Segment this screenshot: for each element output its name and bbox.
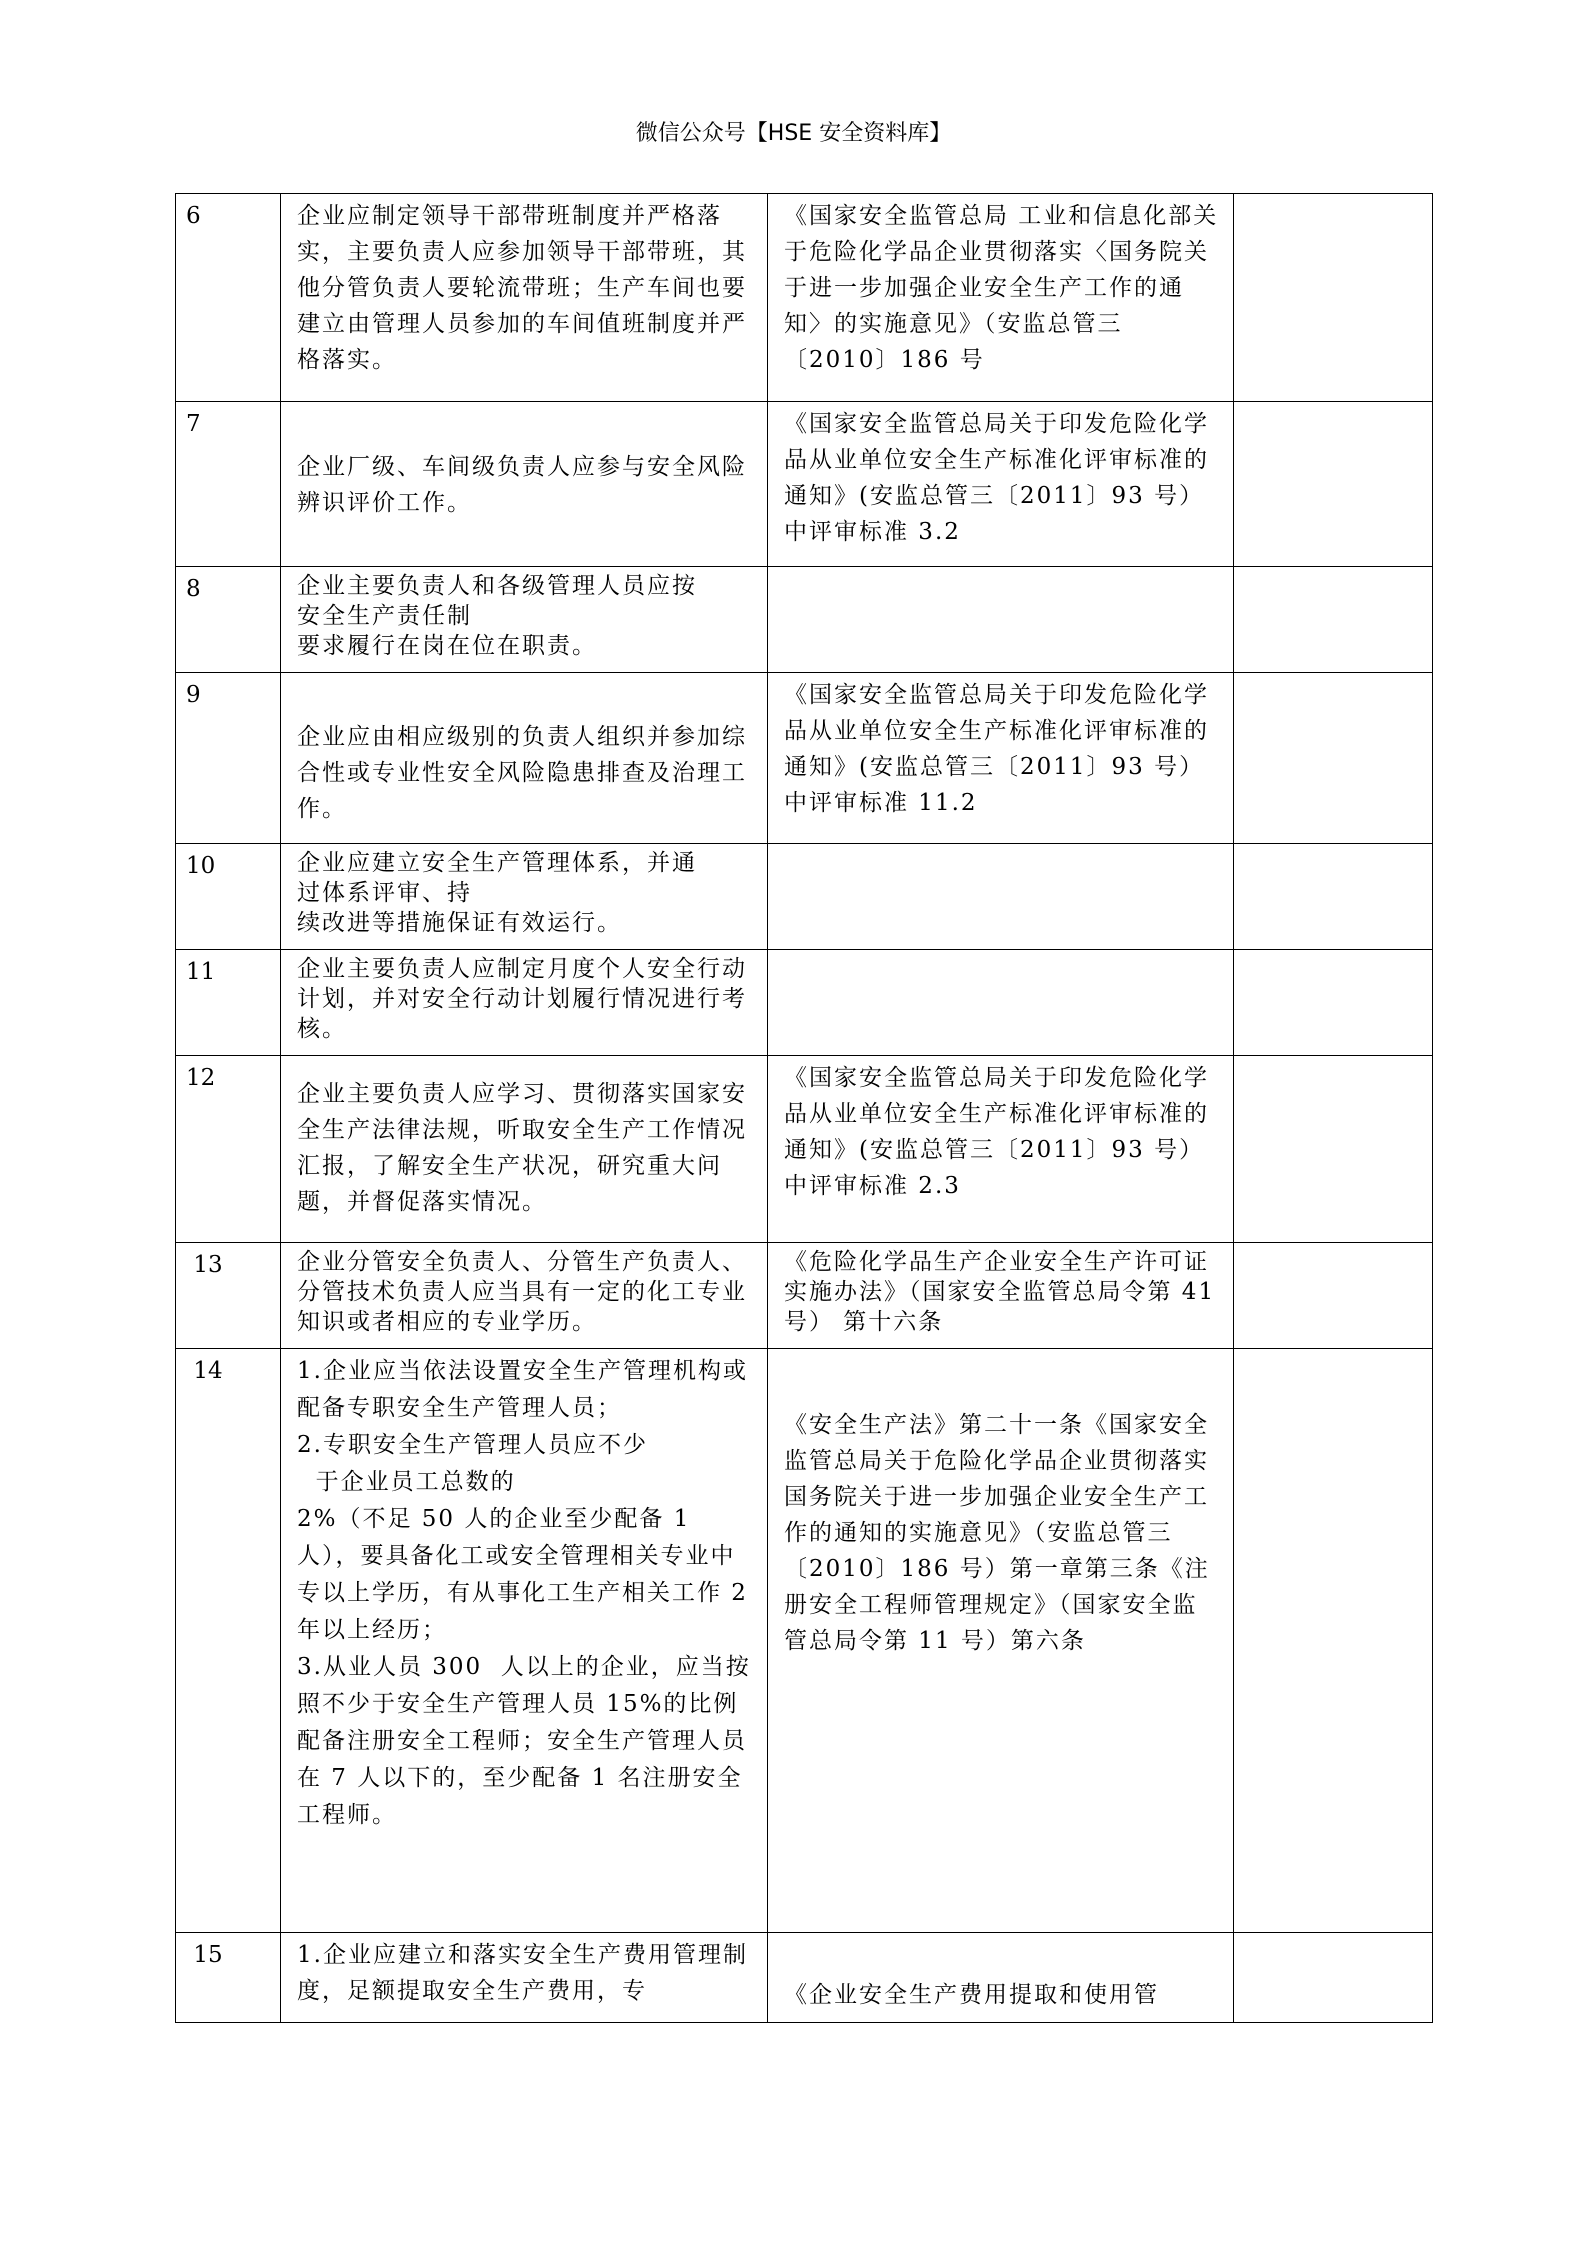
basis-cell: [768, 844, 1234, 950]
note-cell: [1234, 950, 1433, 1056]
note-cell: [1234, 567, 1433, 673]
row-number: 9: [176, 673, 281, 844]
basis-cell: 《国家安全监管总局关于印发危险化学品从业单位安全生产标准化评审标准的通知》(安监总管三〔2011〕93 号）中评审标准 2.3: [768, 1056, 1234, 1243]
requirement-line: 1.企业应当依法设置安全生产管理机构或配备专职安全生产管理人员；: [297, 1358, 748, 1421]
requirement-cell: 企业应制定领导干部带班制度并严格落实，主要负责人应参加领导干部带班，其他分管负责人要轮流带班；生产车间也要建立由管理人员参加的车间值班制度并严格落实。: [281, 194, 768, 402]
table-row: [176, 194, 1433, 402]
requirement-line: 安全生产责任制: [297, 603, 472, 629]
requirement-line: 2.专职安全生产管理人员应不少: [297, 1432, 648, 1458]
table-row: [176, 1243, 1433, 1349]
requirement-cell: 企业主要负责人应制定月度个人安全行动计划，并对安全行动计划履行情况进行考核。: [281, 950, 768, 1056]
row-number: 7: [176, 402, 281, 567]
row-number: 13: [176, 1243, 281, 1349]
note-cell: [1234, 402, 1433, 567]
requirement-line: 3.从业人员 300 人以上的企业，应当按照不少于安全生产管理人员 15%的比例配备注册安全工程师；安全生产管理人员在 7 人以下的，至少配备 1 名注册安全: [297, 1654, 751, 1791]
requirement-cell: 企业厂级、车间级负责人应参与安全风险辨识评价工作。: [281, 402, 768, 567]
basis-cell: 《国家安全监管总局关于印发危险化学品从业单位安全生产标准化评审标准的通知》(安监总管三〔2011〕93 号）中评审标准 3.2: [768, 402, 1234, 567]
requirement-line: 续改进等措施保证有效运行。: [297, 910, 622, 936]
table-row: [176, 844, 1433, 950]
row-number: 8: [176, 567, 281, 673]
requirements-table: [175, 193, 1433, 2023]
requirement-line: 于企业员工总数的: [297, 1469, 516, 1495]
requirement-cell: 企业主要负责人应学习、贯彻落实国家安全生产法律法规，听取安全生产工作情况汇报，了解安全生产状况，研究重大问题，并督促落实情况。: [281, 1056, 768, 1243]
table-row: [176, 1349, 1433, 1933]
row-number: 15: [176, 1933, 281, 2023]
table-row: [176, 673, 1433, 844]
basis-cell: [768, 567, 1234, 673]
note-cell: [1234, 1933, 1433, 2023]
requirement-line: 工程师。: [297, 1802, 397, 1828]
page-header: 微信公众号【HSE 安全资料库】: [635, 121, 952, 146]
basis-cell: 《安全生产法》第二十一条《国家安全监管总局关于危险化学品企业贯彻落实国务院关于进一步加强企业安全生产工作的通知的实施意见》（安监总管三〔2010〕186 号）第一章第三条《注册安全工程师管理规定》（国家安全监管总局令第 11 号）第六条: [768, 1349, 1234, 1933]
table-row: [176, 950, 1433, 1056]
requirement-cell: [281, 844, 768, 950]
note-cell: [1234, 194, 1433, 402]
basis-cell: [768, 950, 1234, 1056]
requirement-line: 要求履行在岗在位在职责。: [297, 633, 597, 659]
row-number: 12: [176, 1056, 281, 1243]
requirement-line: 过体系评审、持: [297, 880, 472, 906]
row-number: 6: [176, 194, 281, 402]
note-cell: [1234, 844, 1433, 950]
note-cell: [1234, 673, 1433, 844]
requirement-line: 2%（不足 50 人的企业至少配备 1 人），要具备化工或安全管理相关专业中专以上学历，有从事化工生产相关工作 2 年以上经历；: [297, 1506, 758, 1643]
requirement-cell: [281, 567, 768, 673]
basis-cell: 《企业安全生产费用提取和使用管: [768, 1933, 1234, 2023]
note-cell: [1234, 1056, 1433, 1243]
basis-cell: 《危险化学品生产企业安全生产许可证实施办法》（国家安全监管总局令第 41 号） 第十六条: [768, 1243, 1234, 1349]
row-number: 10: [176, 844, 281, 950]
table-row: [176, 567, 1433, 673]
note-cell: [1234, 1243, 1433, 1349]
requirement-cell: 企业分管安全负责人、分管生产负责人、分管技术负责人应当具有一定的化工专业知识或者相应的专业学历。: [281, 1243, 768, 1349]
table-row: [176, 1056, 1433, 1243]
row-number: 11: [176, 950, 281, 1056]
requirement-line: 企业应建立安全生产管理体系，并通: [297, 850, 697, 876]
basis-cell: 《国家安全监管总局关于印发危险化学品从业单位安全生产标准化评审标准的通知》(安监总管三〔2011〕93 号）中评审标准 11.2: [768, 673, 1234, 844]
table-row: [176, 1933, 1433, 2023]
requirement-cell: 1.企业应建立和落实安全生产费用管理制度，足额提取安全生产费用，专: [281, 1933, 768, 2023]
requirement-cell: [281, 1349, 768, 1933]
table-row: [176, 402, 1433, 567]
row-number: 14: [176, 1349, 281, 1933]
requirement-cell: 企业应由相应级别的负责人组织并参加综合性或专业性安全风险隐患排查及治理工作。: [281, 673, 768, 844]
note-cell: [1234, 1349, 1433, 1933]
basis-cell: 《国家安全监管总局 工业和信息化部关于危险化学品企业贯彻落实〈国务院关于进一步加强企业安全生产工作的通知〉的实施意见》（安监总管三〔2010〕186 号: [768, 194, 1234, 402]
requirement-line: 企业主要负责人和各级管理人员应按: [297, 573, 697, 599]
